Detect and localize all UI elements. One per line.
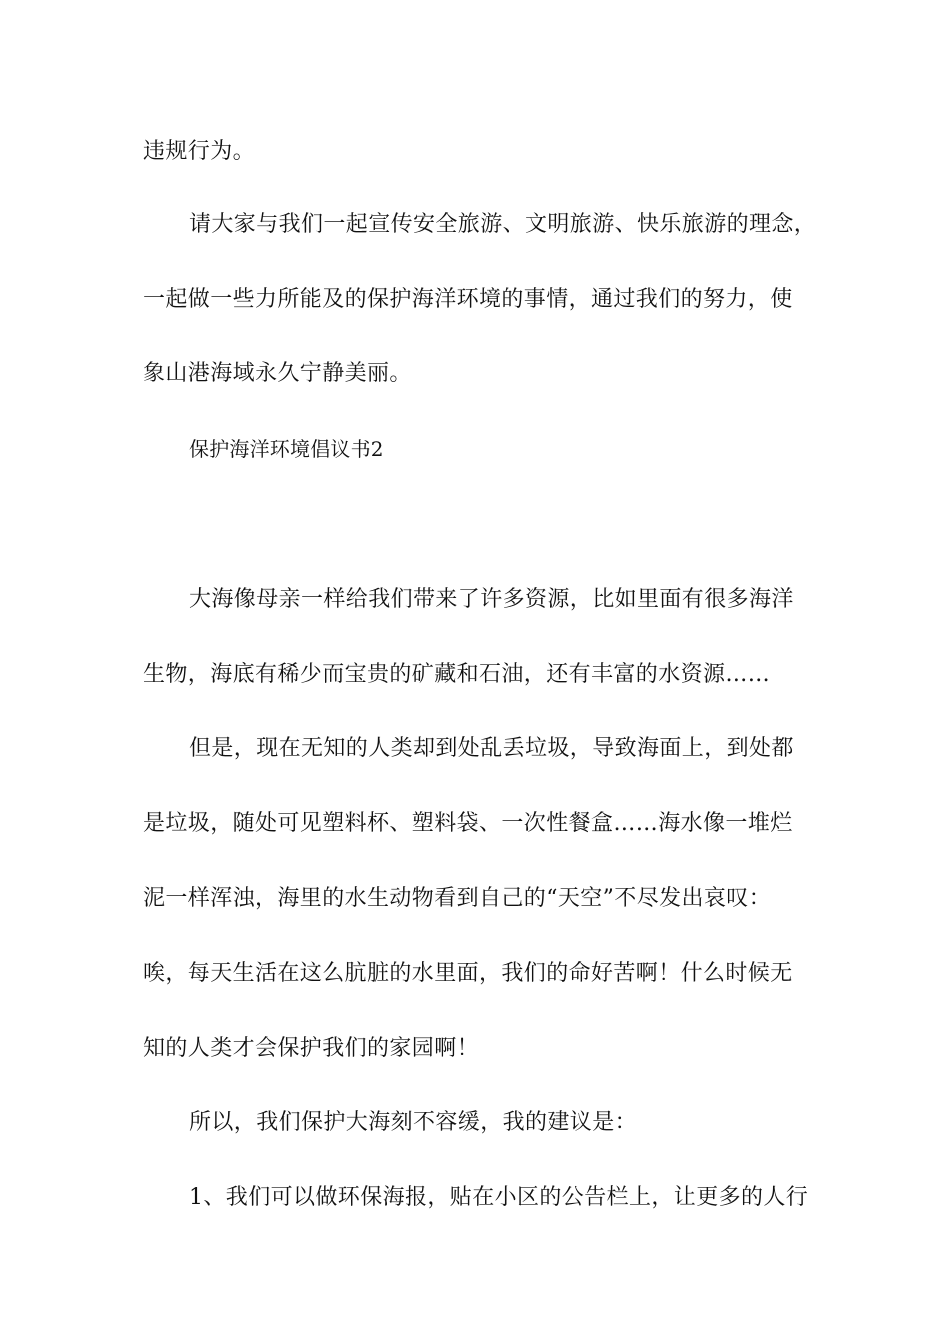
paragraph-line: 知的人类才会保护我们的家园啊！ — [143, 1036, 480, 1061]
paragraph-line: 一起做一些力所能及的保护海洋环境的事情，通过我们的努力，使 — [143, 287, 793, 312]
paragraph-line: 违规行为。 — [143, 139, 256, 164]
paragraph-line: 但是，现在无知的人类却到处乱丢垃圾，导致海面上，到处都 — [189, 736, 794, 761]
paragraph-line: 象山港海域永久宁静美丽。 — [143, 361, 412, 386]
paragraph-line: 泥一样浑浊，海里的水生动物看到自己的“天空”不尽发出哀叹： — [143, 886, 772, 911]
paragraph-line: 生物，海底有稀少而宝贵的矿藏和石油，还有丰富的水资源…… — [143, 662, 771, 687]
paragraph-line: 大海像母亲一样给我们带来了许多资源，比如里面有很多海洋 — [189, 587, 794, 612]
paragraph-line: 唉，每天生活在这么肮脏的水里面，我们的命好苦啊！什么时候无 — [143, 961, 793, 986]
section-heading: 保护海洋环境倡议书2 — [189, 437, 384, 461]
paragraph-line: 1、我们可以做环保海报，贴在小区的公告栏上，让更多的人行 — [189, 1185, 809, 1210]
paragraph-line: 是垃圾，随处可见塑料杯、塑料袋、一次性餐盒……海水像一堆烂 — [143, 811, 793, 836]
paragraph-line: 请大家与我们一起宣传安全旅游、文明旅游、快乐旅游的理念， — [189, 212, 817, 237]
paragraph-line: 所以，我们保护大海刻不容缓，我的建议是： — [189, 1110, 638, 1135]
